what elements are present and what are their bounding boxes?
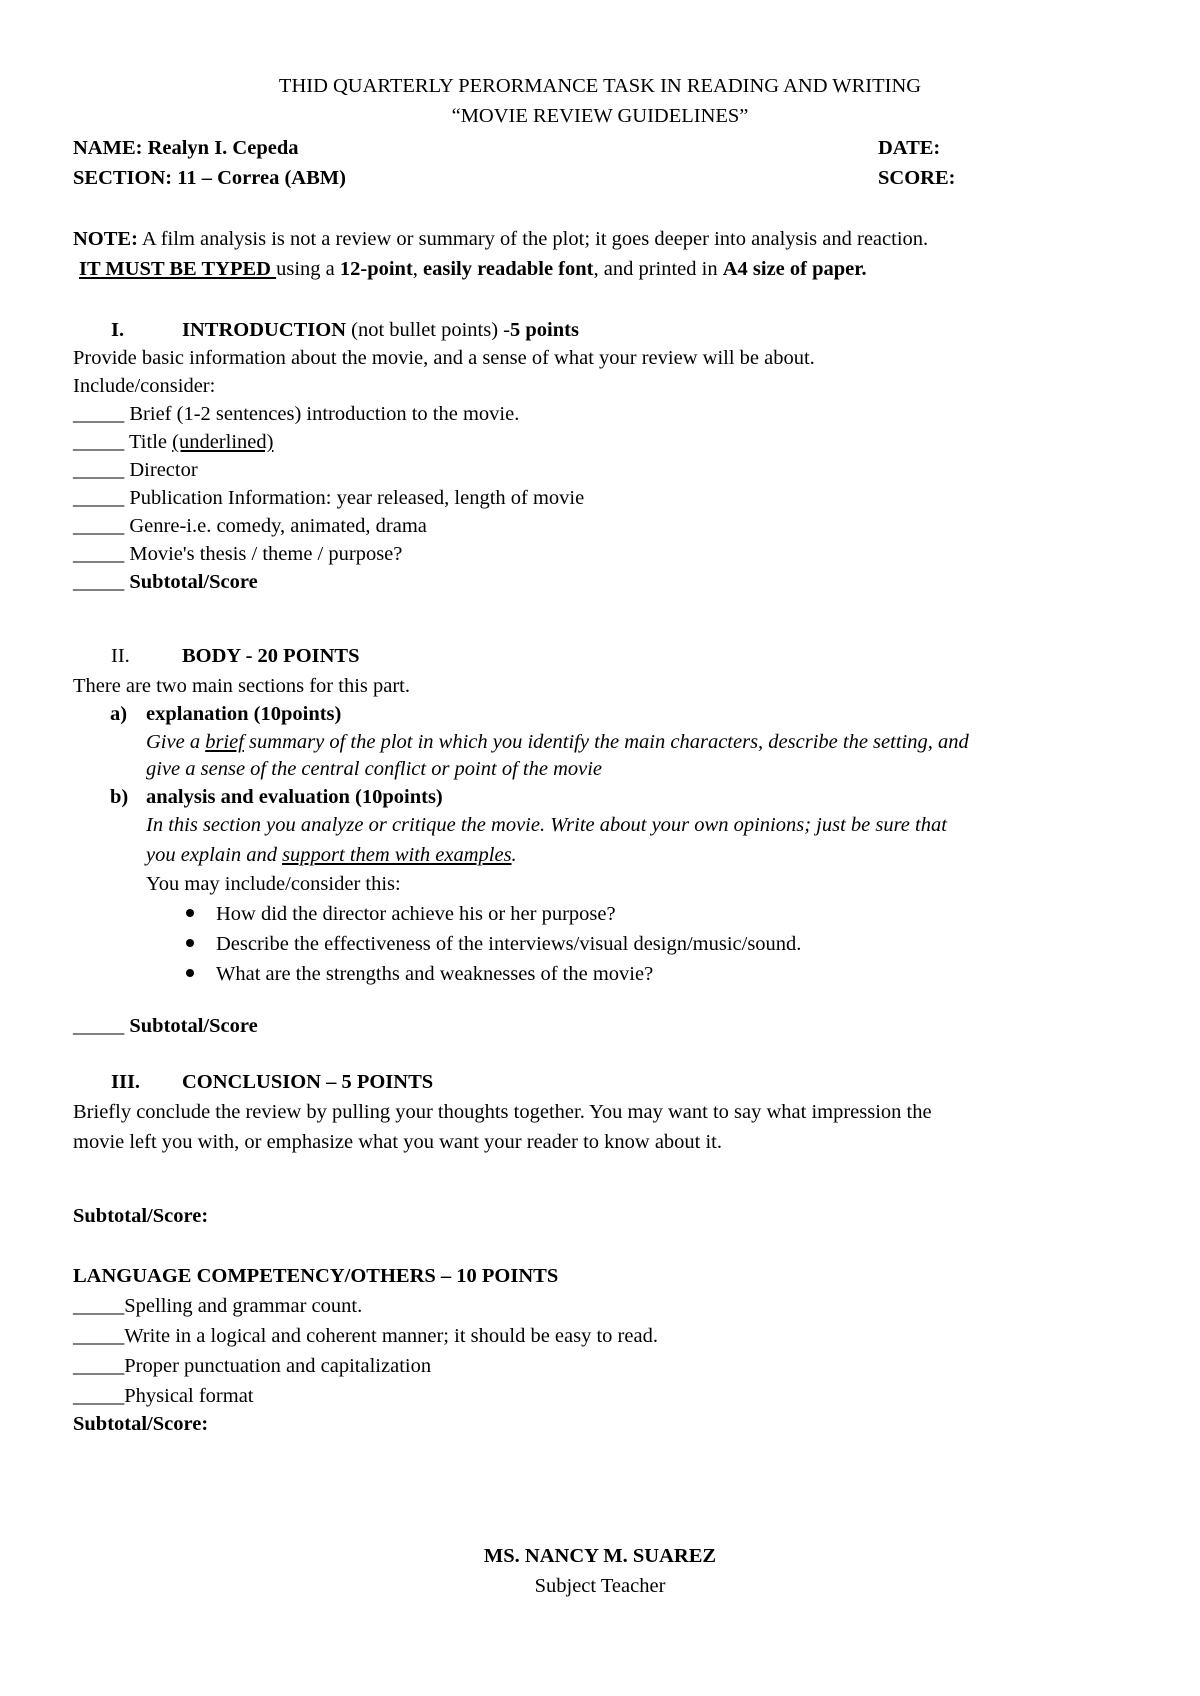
item-underlined-text: (underlined) bbox=[172, 431, 274, 453]
blank-line: _____ bbox=[73, 543, 125, 565]
intro-include-label: Include/consider: bbox=[73, 375, 216, 397]
conclusion-description-cont: movie left you with, or emphasize what you want your reader to know about it. bbox=[73, 1131, 723, 1153]
blank-line: _____ bbox=[73, 487, 125, 509]
conclusion-description: Briefly conclude the review by pulling your thoughts together. You may want to say what impression the bbox=[73, 1101, 932, 1123]
conclusion-subtotal: Subtotal/Score: bbox=[73, 1205, 209, 1227]
intro-subtotal bbox=[73, 572, 258, 593]
bullet-item bbox=[186, 904, 616, 925]
desc-text: summary of the plot in which you identify the main characters, describe the setting, and bbox=[243, 731, 969, 753]
item-text: Movie's thesis / theme / purpose? bbox=[124, 543, 403, 565]
blank-line: _____ bbox=[73, 1295, 125, 1317]
body-heading: BODY - 20 POINTS bbox=[182, 645, 360, 667]
part-b-label: b) bbox=[110, 786, 129, 808]
item-text: Genre-i.e. comedy, animated, drama bbox=[124, 515, 427, 537]
conclusion-heading: CONCLUSION – 5 POINTS bbox=[182, 1071, 434, 1093]
bullet-item bbox=[186, 964, 653, 985]
part-b-description: In this section you analyze or critique the movie. Write about your own opinions; just be sure that bbox=[146, 814, 947, 836]
intro-checklist-item bbox=[73, 488, 584, 509]
language-subtotal: Subtotal/Score: bbox=[73, 1413, 209, 1435]
item-text: Proper punctuation and capitalization bbox=[124, 1355, 432, 1377]
blank-line: _____ bbox=[73, 1355, 125, 1377]
part-b-include-label: You may include/consider this: bbox=[146, 873, 401, 895]
score-field: SCORE: bbox=[878, 167, 956, 189]
blank-line: _____ bbox=[73, 515, 125, 537]
note-text: A film analysis is not a review or summary of the plot; it goes deeper into analysis and reaction. bbox=[137, 228, 929, 250]
part-a-description bbox=[146, 732, 969, 753]
intro-checklist-item bbox=[73, 516, 427, 537]
teacher-role: Subject Teacher bbox=[534, 1575, 666, 1597]
language-checklist-item bbox=[73, 1326, 658, 1347]
typed-text: , and printed in bbox=[593, 258, 723, 280]
desc-underlined: brief bbox=[205, 731, 244, 753]
intro-checklist-item bbox=[73, 460, 198, 481]
document-title: THID QUARTERLY PERORMANCE TASK IN READING AND WRITING bbox=[278, 75, 922, 97]
desc-text: Give a bbox=[146, 731, 206, 753]
typed-paper: A4 size of paper. bbox=[722, 258, 867, 280]
intro-checklist-item bbox=[73, 404, 519, 425]
subtotal-label: Subtotal/Score bbox=[124, 1015, 258, 1037]
item-text: Title bbox=[124, 431, 173, 453]
bullet-text: Describe the effectiveness of the interviews/visual design/music/sound. bbox=[216, 933, 802, 955]
typed-font-size: 12-point bbox=[339, 258, 413, 280]
bullet-icon bbox=[186, 969, 194, 977]
body-description: There are two main sections for this part. bbox=[73, 675, 410, 697]
subtotal-label: Subtotal/Score bbox=[124, 571, 258, 593]
blank-line: _____ bbox=[73, 1325, 125, 1347]
body-numeral: II. bbox=[111, 645, 130, 667]
desc-underlined: support them with examples bbox=[282, 844, 512, 866]
bullet-icon bbox=[186, 909, 194, 917]
blank-line: _____ bbox=[73, 459, 125, 481]
note-line bbox=[73, 229, 928, 250]
part-a-label: a) bbox=[110, 703, 128, 725]
intro-numeral: I. bbox=[111, 319, 125, 341]
blank-line: _____ bbox=[73, 571, 125, 593]
date-field: DATE: bbox=[878, 137, 941, 159]
item-text: Brief (1-2 sentences) introduction to the movie. bbox=[124, 403, 520, 425]
intro-checklist-item bbox=[73, 544, 402, 565]
part-a-title: explanation (10points) bbox=[146, 703, 342, 725]
language-heading: LANGUAGE COMPETENCY/OTHERS – 10 POINTS bbox=[73, 1265, 559, 1287]
intro-heading-note: (not bullet points) - bbox=[346, 319, 511, 341]
item-text: Publication Information: year released, length of movie bbox=[124, 487, 585, 509]
name-field: NAME: Realyn I. Cepeda bbox=[73, 137, 299, 159]
intro-points: 5 points bbox=[510, 319, 579, 341]
part-b-title: analysis and evaluation (10points) bbox=[146, 786, 443, 808]
language-checklist-item bbox=[73, 1356, 431, 1377]
language-checklist-item bbox=[73, 1386, 254, 1407]
typed-text: , bbox=[412, 258, 424, 280]
note-label: NOTE: bbox=[73, 228, 138, 250]
part-b-description-cont bbox=[146, 845, 517, 866]
language-checklist-item bbox=[73, 1296, 362, 1317]
typed-label: IT MUST BE TYPED bbox=[79, 258, 277, 280]
desc-text: . bbox=[511, 844, 517, 866]
intro-description: Provide basic information about the movie, and a sense of what your review will be about. bbox=[73, 347, 815, 369]
bullet-icon bbox=[186, 939, 194, 947]
conclusion-numeral: III. bbox=[111, 1071, 141, 1093]
blank-line: _____ bbox=[73, 1015, 125, 1037]
bullet-item bbox=[186, 934, 801, 955]
item-text: Spelling and grammar count. bbox=[124, 1295, 363, 1317]
typed-text: using a bbox=[276, 258, 340, 280]
blank-line: _____ bbox=[73, 431, 125, 453]
item-text: Director bbox=[124, 459, 198, 481]
bullet-text: How did the director achieve his or her purpose? bbox=[216, 903, 616, 925]
blank-line: _____ bbox=[73, 403, 125, 425]
intro-heading-line bbox=[182, 320, 579, 341]
teacher-name: MS. NANCY M. SUAREZ bbox=[483, 1545, 717, 1567]
item-text: Write in a logical and coherent manner; it should be easy to read. bbox=[124, 1325, 658, 1347]
typed-font: easily readable font bbox=[423, 258, 594, 280]
bullet-text: What are the strengths and weaknesses of the movie? bbox=[216, 963, 654, 985]
body-subtotal bbox=[73, 1016, 258, 1037]
document-subtitle: “MOVIE REVIEW GUIDELINES” bbox=[451, 105, 749, 127]
blank-line: _____ bbox=[73, 1385, 125, 1407]
intro-heading: INTRODUCTION bbox=[182, 319, 347, 341]
section-field: SECTION: 11 – Correa (ABM) bbox=[73, 167, 346, 189]
item-text: Physical format bbox=[124, 1385, 254, 1407]
desc-text: you explain and bbox=[146, 844, 283, 866]
intro-checklist-item bbox=[73, 432, 273, 453]
part-a-description-cont: give a sense of the central conflict or point of the movie bbox=[146, 758, 603, 780]
typed-requirement-line bbox=[79, 259, 867, 280]
